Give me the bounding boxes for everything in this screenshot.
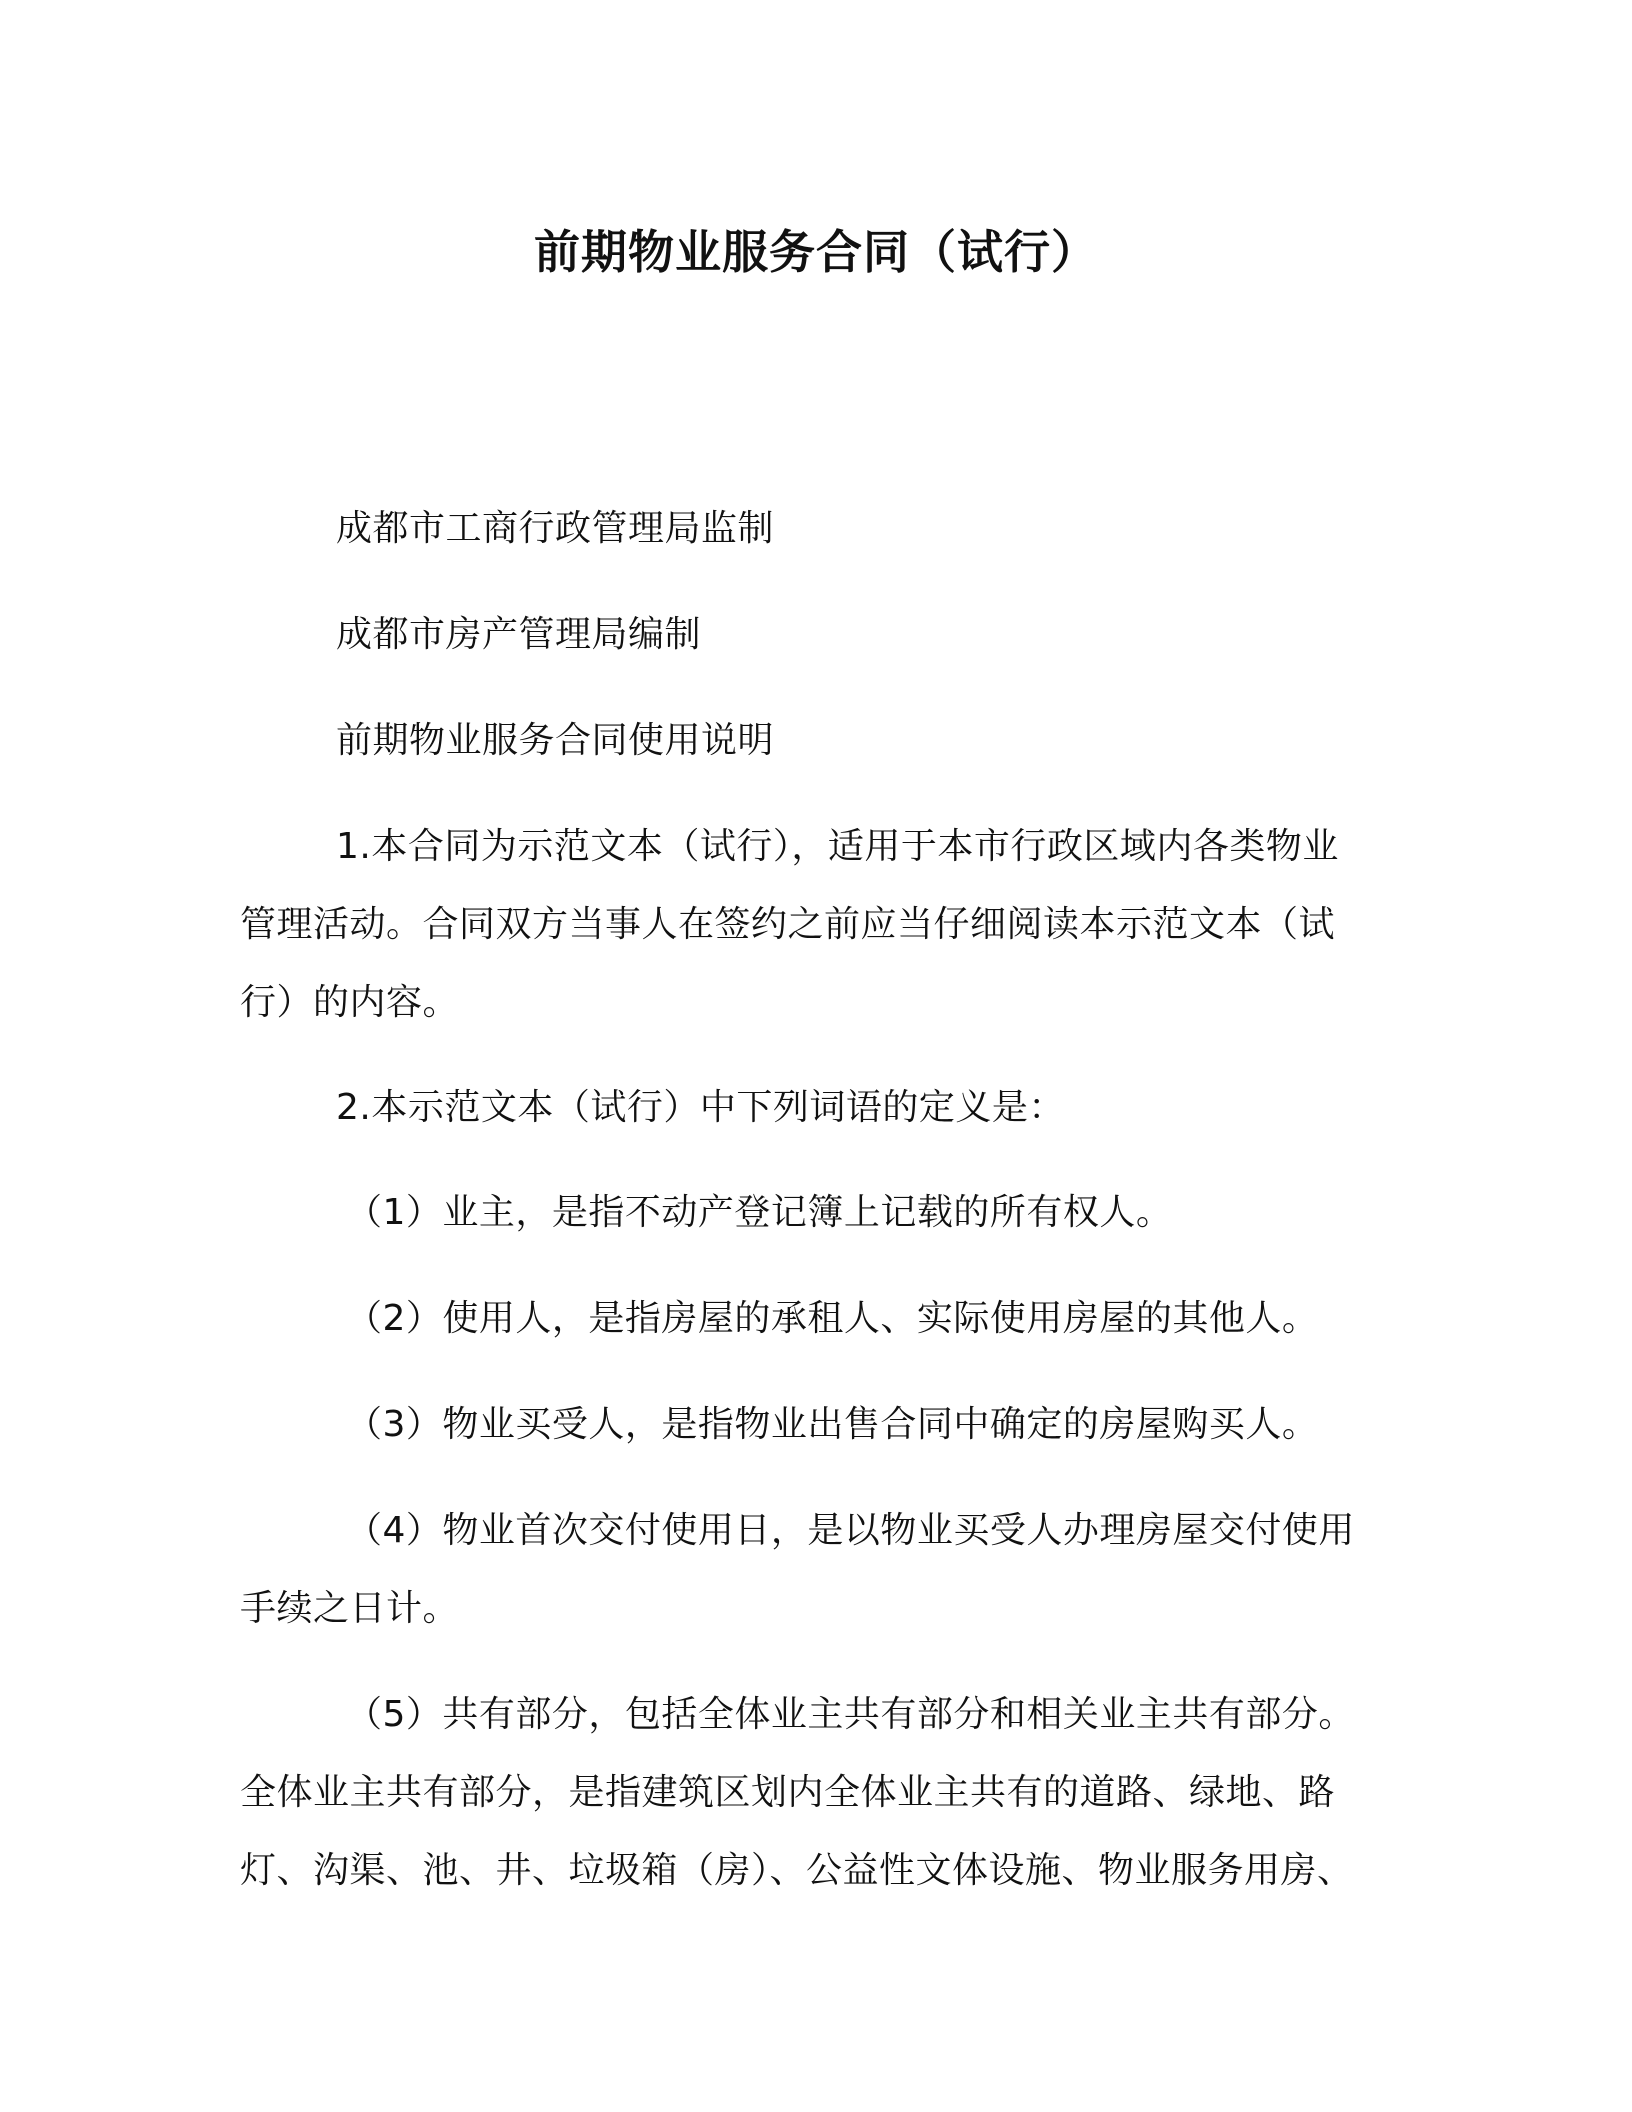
definition-buyer: （3）物业买受人，是指物业出售合同中确定的房屋购买人。 <box>346 1404 1319 1445</box>
definition-common-parts: （5）共有部分，包括全体业主共有部分和相关业主共有部分。全体业主共有部分，是指建筑区划内全体业主共有的道路、绿地、路灯、沟渠、池、井、垃圾箱（房）、公益性文体设施、物业服务用房、 <box>240 1694 1355 1891</box>
compiler-line: 成都市房产管理局编制 <box>336 614 702 655</box>
document-body <box>240 490 1370 1938</box>
paragraph-2: 2.本示范文本（试行）中下列词语的定义是： <box>336 1087 1065 1128</box>
definition-user: （2）使用人，是指房屋的承租人、实际使用房屋的其他人。 <box>346 1298 1319 1339</box>
document-title: 前期物业服务合同（试行） <box>534 225 1098 279</box>
definition-delivery-date: （4）物业首次交付使用日，是以物业买受人办理房屋交付使用手续之日计。 <box>240 1510 1355 1629</box>
paragraph-1: 1.本合同为示范文本（试行），适用于本市行政区域内各类物业管理活动。合同双方当事人在签约之前应当仔细阅读本示范文本（试行）的内容。 <box>240 826 1339 1023</box>
instructions-heading: 前期物业服务合同使用说明 <box>336 720 775 761</box>
supervisor-line: 成都市工商行政管理局监制 <box>336 508 775 549</box>
definition-owner: （1）业主，是指不动产登记簿上记载的所有权人。 <box>346 1192 1173 1233</box>
